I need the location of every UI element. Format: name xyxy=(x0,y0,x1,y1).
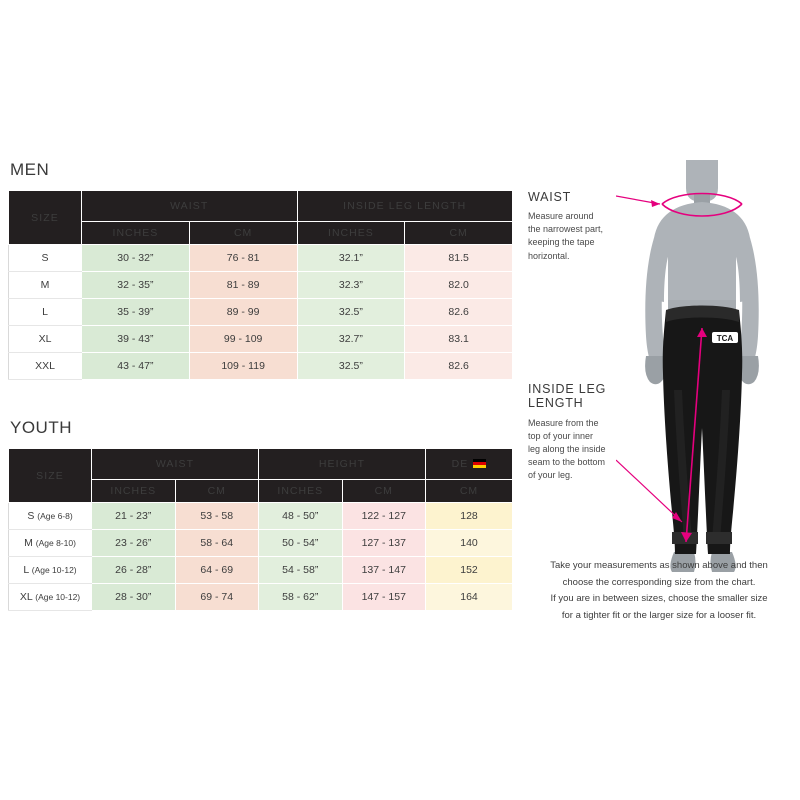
men-row-leg-cm: 81.5 xyxy=(405,245,513,272)
inside-leg-instruction xyxy=(528,382,618,482)
men-header-row xyxy=(9,191,513,222)
men-subheader-leg-inches: INCHES xyxy=(297,222,405,245)
table-row xyxy=(9,272,513,299)
youth-row-de: 152 xyxy=(426,557,513,584)
youth-row-age: (Age 10-12) xyxy=(31,565,77,575)
youth-row-size xyxy=(9,557,92,584)
youth-row-waist-cm: 64 - 69 xyxy=(175,557,259,584)
footer-line-3: If you are in between sizes, choose the smaller size xyxy=(550,593,768,605)
youth-header-de xyxy=(426,449,513,480)
waist-instruction-title: WAIST xyxy=(528,190,572,204)
table-row xyxy=(9,353,513,380)
men-row-size: XL xyxy=(9,326,82,353)
men-subheader-row xyxy=(9,222,513,245)
table-row xyxy=(9,557,513,584)
men-row-waist-cm: 81 - 89 xyxy=(189,272,297,299)
men-row-leg-inches: 32.1” xyxy=(297,245,405,272)
table-row xyxy=(9,245,513,272)
men-row-size: XXL xyxy=(9,353,82,380)
footer-line-1: Take your measurements as shown above and then xyxy=(550,560,768,571)
men-row-waist-inches: 39 - 43” xyxy=(82,326,190,353)
men-row-waist-cm: 89 - 99 xyxy=(189,299,297,326)
youth-header-de-label: DE xyxy=(451,458,469,470)
men-header-inside-leg: INSIDE LEG LENGTH xyxy=(297,191,513,222)
table-row xyxy=(9,584,513,611)
youth-header-waist: WAIST xyxy=(92,449,259,480)
youth-row-waist-cm: 58 - 64 xyxy=(175,530,259,557)
youth-row-size xyxy=(9,584,92,611)
youth-header-size: SIZE xyxy=(9,449,92,503)
youth-row-height-inches: 48 - 50” xyxy=(259,503,343,530)
men-header-size: SIZE xyxy=(9,191,82,245)
youth-row-de: 128 xyxy=(426,503,513,530)
youth-row-waist-inches: 23 - 26” xyxy=(92,530,176,557)
waist-instruction xyxy=(528,190,618,263)
inside-leg-instruction-title: INSIDE LEG LENGTH xyxy=(528,382,607,411)
youth-subheader-height-cm: CM xyxy=(342,480,426,503)
men-subheader-waist-inches: INCHES xyxy=(82,222,190,245)
table-row xyxy=(9,326,513,353)
men-header-waist: WAIST xyxy=(82,191,298,222)
men-row-leg-cm: 82.6 xyxy=(405,353,513,380)
brand-label-text: TCA xyxy=(716,334,734,343)
men-row-size: L xyxy=(9,299,82,326)
youth-row-waist-inches: 28 - 30” xyxy=(92,584,176,611)
youth-subheader-de-cm: CM xyxy=(426,480,513,503)
youth-row-size xyxy=(9,503,92,530)
men-row-waist-cm: 109 - 119 xyxy=(189,353,297,380)
youth-row-size-label: L xyxy=(23,564,29,576)
youth-row-de: 164 xyxy=(426,584,513,611)
youth-row-de: 140 xyxy=(426,530,513,557)
men-row-leg-inches: 32.3” xyxy=(297,272,405,299)
youth-row-height-inches: 54 - 58” xyxy=(259,557,343,584)
waist-instruction-body: Measure around the narrowest part, keeping the tape horizontal. xyxy=(528,211,604,261)
youth-row-size-label: XL xyxy=(19,591,33,603)
table-row xyxy=(9,530,513,557)
footer-line-2: choose the corresponding size from the chart. xyxy=(562,576,756,588)
youth-section-title: YOUTH xyxy=(10,418,72,437)
youth-row-height-cm: 147 - 157 xyxy=(342,584,426,611)
youth-row-height-inches: 58 - 62” xyxy=(259,584,343,611)
men-size-table xyxy=(8,190,513,380)
german-flag-icon xyxy=(473,459,486,468)
men-row-leg-cm: 82.0 xyxy=(405,272,513,299)
youth-row-size xyxy=(9,530,92,557)
youth-header-row xyxy=(9,449,513,480)
youth-row-age: (Age 10-12) xyxy=(35,592,81,602)
men-row-waist-inches: 30 - 32” xyxy=(82,245,190,272)
model-figure xyxy=(616,160,788,580)
men-row-leg-inches: 32.5” xyxy=(297,299,405,326)
youth-size-table xyxy=(8,448,513,611)
youth-subheader-waist-inches: INCHES xyxy=(92,480,176,503)
footer-line-4: for a tighter fit or the larger size for a looser fit. xyxy=(561,609,757,621)
youth-row-height-inches: 50 - 54” xyxy=(259,530,343,557)
men-row-size: M xyxy=(9,272,82,299)
men-row-leg-inches: 32.7” xyxy=(297,326,405,353)
youth-row-waist-cm: 53 - 58 xyxy=(175,503,259,530)
youth-subheader-waist-cm: CM xyxy=(175,480,259,503)
youth-row-height-cm: 127 - 137 xyxy=(342,530,426,557)
men-row-waist-cm: 99 - 109 xyxy=(189,326,297,353)
men-row-waist-inches: 35 - 39” xyxy=(82,299,190,326)
tables-column xyxy=(8,160,513,611)
table-row xyxy=(9,503,513,530)
youth-row-age: (Age 6-8) xyxy=(37,511,73,521)
men-row-waist-inches: 43 - 47” xyxy=(82,353,190,380)
model-figure-svg xyxy=(616,160,788,580)
inside-leg-instruction-body: Measure from the top of your inner leg along the inside seam to the bottom of your leg. xyxy=(528,417,606,480)
men-subheader-waist-cm: CM xyxy=(189,222,297,245)
youth-subheader-height-inches: INCHES xyxy=(259,480,343,503)
table-row xyxy=(9,299,513,326)
youth-header-height: HEIGHT xyxy=(259,449,426,480)
footer-instructions xyxy=(528,558,790,625)
men-row-leg-inches: 32.5” xyxy=(297,353,405,380)
youth-row-age: (Age 8-10) xyxy=(35,538,76,548)
brand-label xyxy=(712,332,738,343)
youth-row-size-label: M xyxy=(24,537,33,549)
men-row-leg-cm: 83.1 xyxy=(405,326,513,353)
youth-row-height-cm: 137 - 147 xyxy=(342,557,426,584)
youth-row-size-label: S xyxy=(27,510,35,522)
men-section-title: MEN xyxy=(10,160,50,179)
youth-row-waist-inches: 26 - 28” xyxy=(92,557,176,584)
youth-row-waist-inches: 21 - 23” xyxy=(92,503,176,530)
youth-row-height-cm: 122 - 127 xyxy=(342,503,426,530)
men-subheader-leg-cm: CM xyxy=(405,222,513,245)
men-row-waist-cm: 76 - 81 xyxy=(189,245,297,272)
men-row-leg-cm: 82.6 xyxy=(405,299,513,326)
men-row-size: S xyxy=(9,245,82,272)
youth-row-waist-cm: 69 - 74 xyxy=(175,584,259,611)
men-row-waist-inches: 32 - 35” xyxy=(82,272,190,299)
